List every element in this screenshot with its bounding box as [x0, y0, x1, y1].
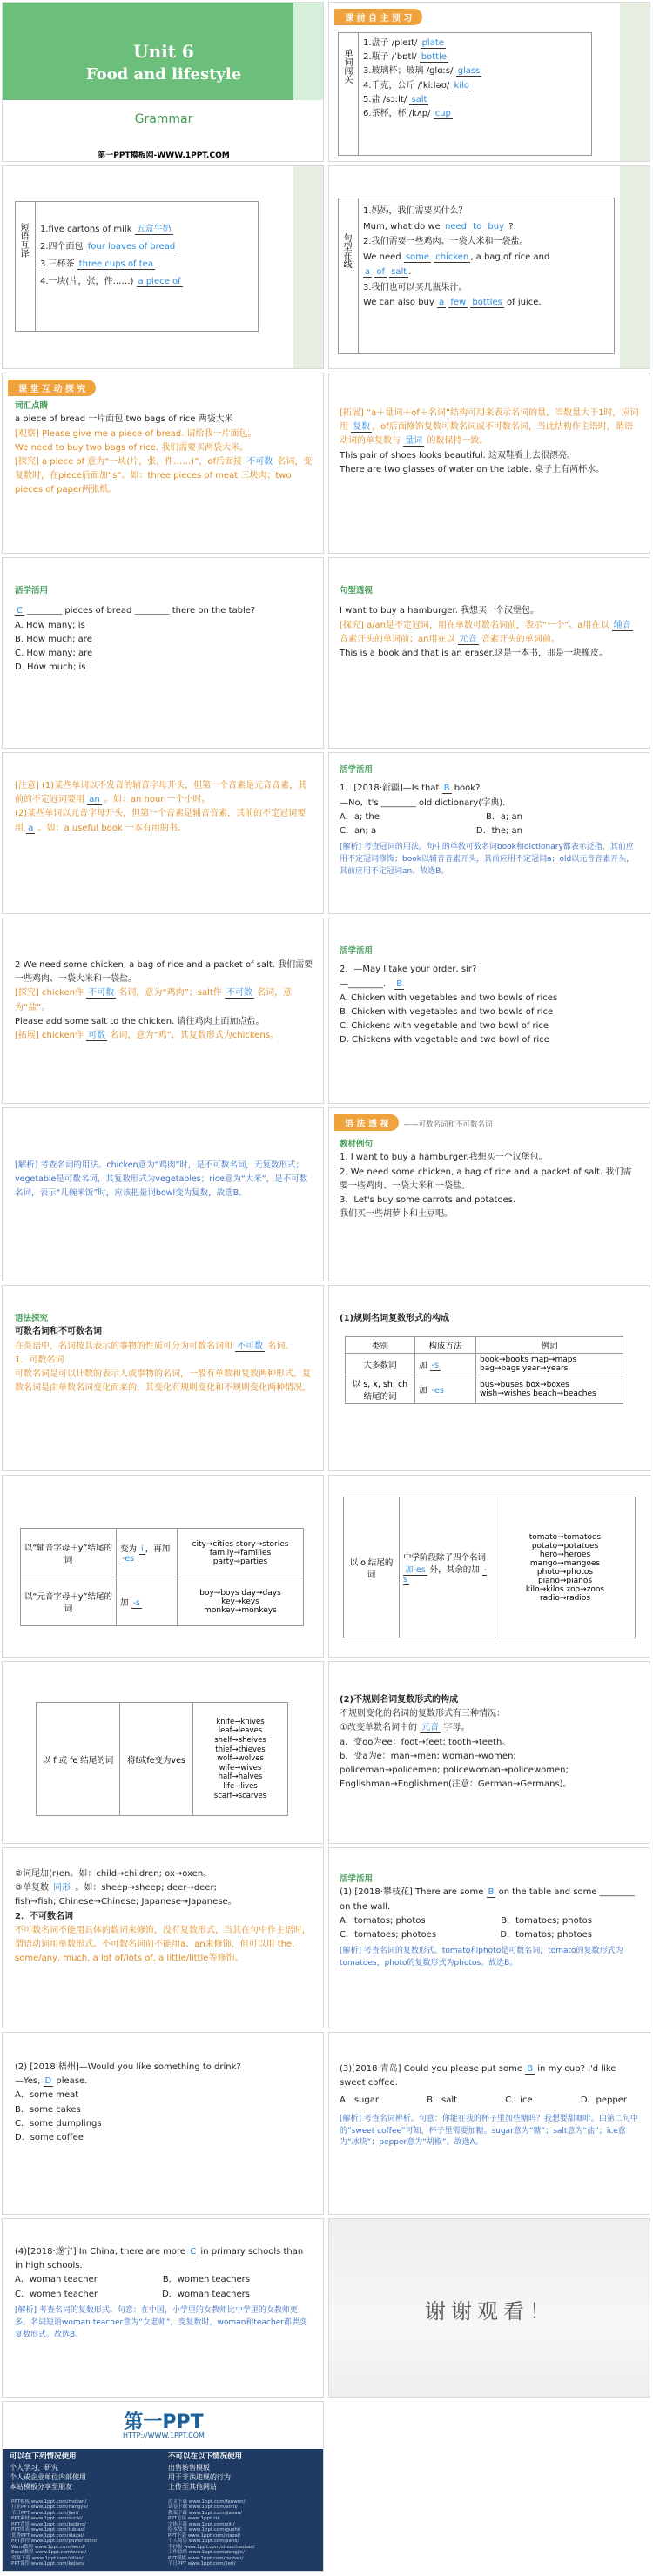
- text: B: [443, 784, 450, 794]
- slide-thanks: [328, 2218, 650, 2398]
- text: [解析] 考查冠词的用法。句中的单数可数名词book和dictionary都表示泛指，其前应用不定冠词修饰；book以辅音音素开头，其前应用不定冠词a；old以元音音素开头，其前应用不定冠词an。故选B。: [340, 843, 635, 876]
- slide-practice-1: [2, 557, 324, 749]
- logo-url: HTTP://WWW.1PPT.COM: [123, 2431, 205, 2439]
- text: D．pepper: [580, 2095, 627, 2106]
- text: 2 We need some chicken, a bag of rice and a packet of salt. 我们需要一些鸡肉、一袋大米和一袋盐。: [15, 960, 313, 985]
- text: ——可数名词和不可数名词: [403, 1120, 493, 1129]
- text: 名词，意为“鸡”，其复数形式为chickens。: [110, 1030, 279, 1040]
- text: (1)规则名词复数形式的构成: [340, 1314, 450, 1323]
- text: ③单复数: [15, 1883, 49, 1893]
- link-item[interactable]: Excel教程 www.1ppt.com/excel/: [11, 2550, 87, 2556]
- slide-practice-3: [328, 918, 650, 1104]
- text: This pair of shoes looks beautiful. 这双鞋看上去很漂亮。: [340, 450, 576, 461]
- text: need: [444, 221, 467, 232]
- slide-plural-o: [328, 1475, 650, 1658]
- text: 本站模板分享至朋友: [10, 2483, 72, 2492]
- text: -s: [431, 1361, 439, 1370]
- text: 可数: [88, 1030, 106, 1040]
- logo: 第一PPT: [124, 2411, 204, 2433]
- side-label: 短语互译: [18, 223, 28, 258]
- text: book?: [454, 784, 481, 794]
- text: D．tomatos; photoes: [500, 1929, 592, 1940]
- slide-explain: [2, 1107, 324, 1281]
- text: B．tomatoes; photos: [501, 1915, 592, 1926]
- link-item[interactable]: PPT论坛 www.1ppt.cn: [168, 2516, 219, 2522]
- text: [拓展] chicken作: [15, 1030, 84, 1040]
- text: 辅音: [613, 620, 631, 630]
- text: D. Chickens with vegetable and two bowl of rice: [340, 1035, 549, 1046]
- slide-uncountable: [2, 1847, 324, 2028]
- text: 出售转售模板: [168, 2463, 210, 2472]
- slide-note: [2, 752, 324, 914]
- text: 2.四个面包: [40, 242, 84, 252]
- text: Please add some salt to the chicken. 请往鸡肉上面加点盐。: [15, 1016, 265, 1026]
- text: i: [141, 1544, 144, 1554]
- text: 语法探究: [15, 1314, 49, 1323]
- link-item[interactable]: 范文下载 www.1ppt.com/fanwen/: [168, 2499, 246, 2505]
- text: 4.千克，公斤 /ˈkiːləʊ/: [363, 80, 450, 91]
- text: I want to buy a hamburger. 我想买一个汉堡包。: [340, 606, 540, 616]
- link-item[interactable]: 优秀PPT www.1ppt.com/xiazai/: [11, 2532, 84, 2539]
- text: 不可数: [88, 988, 115, 999]
- text: 中学阶段除了四个名词: [403, 1553, 487, 1563]
- link-item[interactable]: Word教程 www.1ppt.com/word/: [11, 2544, 85, 2550]
- text: chicken: [435, 252, 469, 262]
- slide-plural-y: 以“辅音字母＋y”结尾的词 变为 i ，再加 -es city→cities story→stories family→families party→parties 以“元音字母＋y”结尾的词 加 -s boy→boys day→days key→keys monkey→monkeys: [2, 1475, 324, 1658]
- slide-practice-6: [328, 2032, 650, 2215]
- text: 音素开头的单词前。: [481, 634, 560, 644]
- text: 类别: [346, 1337, 415, 1354]
- text: 1.妈妈，我们需要买什么？: [363, 206, 468, 216]
- text: [探究] a piece of 意为“一块(片，张，件……)”，of后面接: [15, 456, 243, 467]
- text: 1．可数名词: [15, 1355, 64, 1365]
- text: [拓展] “a＋量词＋of＋名词”结构可用来表示名词的量，当数量大于1时，应词用: [340, 408, 639, 433]
- text: in primary schools than in high schools.: [15, 2247, 304, 2271]
- text: a: [438, 298, 445, 307]
- text: cup: [434, 108, 451, 118]
- text: 加: [419, 1386, 427, 1396]
- link-item[interactable]: PPT素材 www.1ppt.com/sucai/: [11, 2516, 83, 2522]
- text: 可数名词和不可数名词: [15, 1327, 102, 1337]
- slide-sentence-focus: [328, 557, 650, 749]
- text: —________．: [340, 979, 392, 989]
- phrase-item: [40, 221, 183, 239]
- link-item[interactable]: 个人简历 www.1ppt.com/jianli/: [168, 2539, 239, 2545]
- text: 2．—May I take your order, sir?: [340, 965, 477, 975]
- text: three cups of tea: [78, 259, 153, 269]
- vocab-item: [363, 107, 481, 121]
- text: 。如：an hour 一个小时。: [104, 795, 211, 805]
- slide-plural-f: [2, 1661, 324, 1844]
- text: 加-es: [405, 1565, 426, 1575]
- text: 在英语中，名词按其表示的事物的性质可分为可数名词和: [15, 1341, 232, 1351]
- text: -s: [403, 1565, 488, 1584]
- text: B. Chicken with vegetables and two bowls of rice: [340, 1006, 554, 1017]
- link-item[interactable]: PPT图表 www.1ppt.com/tubiao/: [11, 2527, 85, 2533]
- text: 我们买一些胡萝卜和土豆吧。: [340, 1209, 453, 1220]
- text: an: [89, 795, 100, 805]
- text: 名词，意为“鸡肉”；salt作: [118, 988, 222, 999]
- text: 。如：sheep→sheep; deer→deer;: [75, 1883, 217, 1893]
- text: B．women teachers: [162, 2275, 250, 2285]
- text: 例词: [476, 1337, 623, 1354]
- text: [注意] (1)某些单词以不发音的辅音字母开头，但第一个音素是元音音素，其前的不定冠词要用: [15, 781, 307, 805]
- text: 大多数词: [346, 1354, 415, 1375]
- slide-practice-5: [2, 2032, 324, 2215]
- text: 加: [120, 1597, 129, 1608]
- text: city→cities story→stories family→families party→parties: [178, 1529, 304, 1577]
- text: 6.茶杯，杯 /kʌp/: [363, 108, 431, 118]
- text: [探究] chicken作: [15, 988, 84, 999]
- text: 1.five cartons of milk: [40, 225, 132, 234]
- text: 名词，变复数时，在piece后面加“s”。如：three pieces of meat 三块肉；two pieces of paper两张纸。: [15, 456, 313, 495]
- text: (2)不规则名词复数形式的构成: [340, 1695, 459, 1705]
- text: [解析] 考查名词的用法。chicken意为“鸡肉”时，是不可数名词，无复数形式；vegetable是可数名词，其复数形式为vegetables；rice意为“大米”，是不可数名词，表示“几碗米饭”时，应该把量词bowl变为复数，故选B。: [15, 1160, 308, 1199]
- slide-license: [2, 2401, 324, 2572]
- text: A．tomatos; photos: [340, 1915, 426, 1926]
- link-item[interactable]: PPT背景 www.1ppt.com/beijing/: [11, 2521, 86, 2527]
- text: B．some cakes: [15, 2104, 81, 2115]
- slide-vocab-points: [2, 373, 324, 554]
- links-right: [168, 2499, 316, 2567]
- text: ②词尾加(r)en。如：child→children; ox→oxen。: [15, 1869, 212, 1879]
- text: 变为: [120, 1544, 138, 1554]
- text: 再加: [153, 1544, 171, 1554]
- text: This is a book and that is an eraser.这是一本书，那是一块橡皮。: [340, 648, 609, 658]
- text: plate: [421, 38, 444, 48]
- text: (4)[2018·遂宁] In China, there are more: [15, 2247, 186, 2257]
- text: 同形: [53, 1883, 71, 1893]
- link-item[interactable]: PPT教程 www.1ppt.com/powerpoint/: [11, 2539, 98, 2545]
- text: C．ice: [505, 2095, 533, 2106]
- link-item[interactable]: 字体下载 www.1ppt.com/ziti/: [168, 2521, 235, 2527]
- vocab-item: [363, 64, 481, 78]
- text: C: [190, 2247, 197, 2257]
- text: 加: [419, 1361, 427, 1370]
- text: C．an; a: [340, 825, 377, 836]
- text: 上传至其他网站: [168, 2483, 217, 2492]
- link-item[interactable]: 教案下载 www.1ppt.com/jiaoan/: [168, 2510, 242, 2516]
- unit-label: Unit 6: [133, 41, 194, 62]
- slide-countable: [2, 1285, 324, 1471]
- text: B. How much; are: [15, 634, 92, 644]
- text: 字母。: [443, 1723, 470, 1733]
- unit-title: Food and lifestyle: [85, 65, 242, 84]
- text: 活学活用: [340, 946, 374, 956]
- text: ________ pieces of bread ________ there on the table?: [27, 606, 256, 616]
- text: 音素开头的单词前；an用在以: [340, 634, 455, 644]
- text: C．women teacher: [15, 2289, 98, 2299]
- thanks-text: 谢谢观看！: [425, 2299, 555, 2324]
- text: ①改变单数名词中的: [340, 1723, 417, 1733]
- text: 4.一块(片，张，件……): [40, 277, 134, 286]
- text: bottles: [472, 298, 502, 307]
- text: B: [527, 2064, 534, 2074]
- phrase-item: [40, 273, 183, 291]
- text: a piece of: [138, 277, 181, 286]
- text: of juice.: [507, 298, 542, 307]
- text: C. How many; are: [15, 648, 93, 658]
- text: [解析] 考查名词的复数形式。tomato和photo是可数名词，tomato的复数形式为tomatoes，photo的复数形式为photos。故选B。: [340, 1947, 623, 1968]
- text: 可以在下列情况使用: [10, 2452, 77, 2461]
- text: C．some dumplings: [15, 2118, 102, 2129]
- vocab-item: [363, 79, 481, 93]
- text: 2.我们需要一些鸡肉、一袋大米和一袋盐。: [363, 237, 528, 246]
- slide-practice-7: [2, 2218, 324, 2398]
- text: a piece of bread 一片面包 two bags of rice 两袋大米: [15, 414, 233, 425]
- text: 量词: [405, 436, 423, 447]
- link-item[interactable]: PPT模板 www.1ppt.com/moban/: [168, 2555, 244, 2561]
- text: 不可数: [226, 988, 252, 999]
- link-item[interactable]: 节日PPT www.1ppt.com/jieri/: [11, 2510, 79, 2516]
- text: in my cup? I'd like sweet coffee.: [340, 2064, 616, 2088]
- vocab-item: [363, 37, 481, 50]
- text: 3.三杯茶: [40, 259, 75, 269]
- section-tab: 课 前 自 主 预 习: [334, 9, 422, 25]
- text: [解析] 考查名词的复数形式。句意：在中国，小学里的女教师比中学里的女教师更多。名词短语woman teacher意为“女老师”，变复数时，woman和teacher都要变复数形式。故选B。: [15, 2305, 307, 2339]
- text: 3.我们也可以买几瓶果汁。: [363, 282, 468, 293]
- slide-title: [2, 2, 324, 162]
- text: C. Chickens with vegetable and two bowl of rice: [340, 1021, 549, 1032]
- text: -s: [132, 1597, 140, 1608]
- text: A．some meat: [15, 2090, 79, 2101]
- section-title: Grammar: [134, 112, 193, 126]
- text: 以“元音字母＋y”结尾的词: [21, 1577, 117, 1626]
- text: 活学活用: [340, 765, 374, 775]
- slide-chicken: [2, 918, 324, 1104]
- text: B．salt: [427, 2095, 458, 2106]
- text: We can also buy: [363, 298, 434, 307]
- text: 1．[2018·新疆]—Is that: [340, 784, 440, 794]
- text: A．sugar: [340, 2095, 379, 2106]
- text: [探究] a/an是不定冠词，用在单数可数名词前，表示“一个”。a用在以: [340, 620, 609, 630]
- text: 活学活用: [15, 586, 49, 595]
- link-item[interactable]: 节日PPT www.1ppt.com/jieri/: [168, 2561, 236, 2567]
- text: kilo: [454, 80, 469, 91]
- text: 不可数: [246, 456, 273, 467]
- side-label: 句型在线: [341, 233, 351, 268]
- text: D. How much; is: [15, 662, 86, 673]
- text: [解析] 考查名词辨析。句意：你能在我的杯子里加些糖吗？我想要甜咖啡。由第二句中的“sweet coffee”可知，杯子里需要加糖。sugar意为“糖”；salt意为“盐”；ice意为“冰块”；pepper意为“胡椒”。故选A。: [340, 2114, 638, 2148]
- link-item[interactable]: 资料下载 www.1ppt.com/ziliao/: [11, 2555, 84, 2561]
- vocab-box: [338, 32, 592, 156]
- text: 词汇点睛: [15, 401, 49, 411]
- text: (2) [2018·梧州]—Would you like something to drink?: [15, 2062, 241, 2072]
- text: C: [17, 606, 23, 616]
- slide-phrases: [2, 165, 324, 369]
- text: 五盒牛奶: [136, 225, 172, 234]
- text: fish→fish; Chinese→Chinese; Japanese→Japanese。: [15, 1897, 237, 1907]
- text: b．变a为e：man→men; woman→women;: [340, 1751, 516, 1761]
- text: —No, it's ________ old dictionary(字典)．: [340, 797, 512, 808]
- text: on the table and some ________ on the wall.: [340, 1887, 635, 1912]
- text: 2．不可数名词: [15, 1911, 73, 1921]
- text: 个人学习、研究: [10, 2463, 58, 2472]
- text: buy: [488, 221, 505, 232]
- text: 构成方法: [415, 1337, 476, 1354]
- text: 2. We need some chicken, a bag of rice and a packet of salt. 我们需要一些鸡肉、一袋大米和一袋盐。: [340, 1167, 632, 1191]
- text: 1.盘子 /pleɪt/: [363, 38, 418, 48]
- text: tomato→tomatoes potato→potatoes hero→heroes mango→mangoes photo→photos piano→pianos kilo→kilos zoo→zoos radio→radios: [495, 1497, 636, 1638]
- text: 的数保持一致。: [427, 436, 488, 447]
- text: 以 f 或 fe 结尾的词: [37, 1703, 120, 1816]
- section-tab: 课 堂 互 动 探 究: [8, 380, 96, 396]
- text: 个人或企业单位内部使用: [10, 2473, 86, 2482]
- text: (3)[2018·青岛] Could you please put some: [340, 2064, 523, 2074]
- text: knife→knives leaf→leaves shelf→shelves thief→thieves wolf→wolves wife→wives half→halves life→lives scarf→scarves: [193, 1703, 288, 1816]
- text: to: [473, 221, 482, 232]
- text: glass: [457, 66, 481, 77]
- section-tab: 语 法 透 视: [334, 1114, 399, 1131]
- text: 不可数: [237, 1341, 264, 1351]
- vocab-item: [363, 93, 481, 107]
- text: Englishman→Englishmen(注意：German→Germans)。: [340, 1779, 572, 1790]
- text: A．a; the: [340, 811, 380, 822]
- link-item[interactable]: 工作总结 www.1ppt.com/zongjie/: [168, 2550, 245, 2556]
- text: some: [405, 252, 430, 262]
- slide-vocab: [328, 2, 650, 162]
- text: B: [396, 979, 403, 989]
- text: boy→boys day→days key→keys monkey→monkeys: [178, 1577, 304, 1626]
- text: Mum, what do we: [363, 221, 441, 232]
- text: 不规则变化的名词的复数形式有三种情况：: [340, 1709, 505, 1719]
- text: bus→buses box→boxes wish→wishes beach→beaches: [476, 1375, 623, 1404]
- link-item[interactable]: PPT模板 www.1ppt.com/moban/: [11, 2499, 87, 2505]
- link-item[interactable]: 行业PPT www.1ppt.com/hangye/: [11, 2505, 88, 2511]
- text: 复数: [353, 422, 371, 433]
- text: salt: [411, 94, 427, 104]
- plural-table: [345, 1336, 623, 1404]
- text: a: [28, 823, 34, 833]
- text: four loaves of bread: [87, 242, 176, 252]
- text: 将f或fe变为ves: [120, 1703, 193, 1816]
- text: 活学活用: [340, 1874, 374, 1884]
- text: [观察] Please give me a piece of bread. 请给我一片面包。: [15, 428, 257, 439]
- text: few: [450, 298, 467, 307]
- text: 不可以在以下情况使用: [168, 2452, 243, 2461]
- text: D: [44, 2076, 52, 2087]
- text: 名词。: [267, 1341, 294, 1351]
- slide-plural-rules: [328, 1285, 650, 1471]
- text: 5.盐 /sɔːlt/: [363, 94, 407, 104]
- text: 3．Let's buy some carrots and potatoes.: [340, 1194, 516, 1205]
- text: There are two glasses of water on the table. 桌子上有两杯水。: [340, 464, 605, 474]
- text: D．the; an: [475, 825, 522, 836]
- link-item[interactable]: 手抄报 www.1ppt.com/shouchaobao/: [168, 2544, 255, 2550]
- text: 元音: [459, 634, 477, 644]
- slide-practice-4: [328, 1847, 650, 2028]
- text: (1) [2018·攀枝花] There are some: [340, 1887, 484, 1898]
- text: 以“辅音字母＋y”结尾的词: [21, 1529, 117, 1577]
- text: , a bag of rice and: [470, 252, 550, 262]
- text: a: [365, 267, 371, 277]
- text: 不可数名词不能用具体的数词来修饰，没有复数形式，当其在句中作主语时，谓语动词用单数形式。不可数名词前不能用a、an来修饰，但可以用 the, some/any, much, a lot of/lots of, a little/little等修饰。: [15, 1925, 311, 1964]
- text: 句型透视: [340, 586, 374, 595]
- text: (2)某些单词以元音字母开头，但第一个音素是辅音音素，其前的不定冠词要用: [15, 809, 306, 833]
- text: 外，其余的加: [429, 1565, 480, 1575]
- text: D．woman teachers: [162, 2289, 250, 2299]
- text: 1. I want to buy a hamburger.我想买一个汉堡包。: [340, 1153, 548, 1163]
- text: We need to buy two bags of rice. 我们需要买两袋大米。: [15, 442, 249, 453]
- text: book→books map→maps bag→bags year→years: [476, 1354, 623, 1375]
- text: of: [376, 267, 385, 277]
- text: C．tomatoes; photoes: [340, 1929, 437, 1940]
- text: 元音: [421, 1723, 440, 1733]
- vocab-item: [363, 50, 481, 64]
- text: B: [488, 1887, 495, 1898]
- phrase-item: [40, 239, 183, 256]
- text: -es: [431, 1386, 444, 1396]
- links-left: [11, 2499, 159, 2567]
- link-item[interactable]: 绘本故事 www.1ppt.com/gushi/: [168, 2527, 241, 2533]
- slide-sentences: 句型在线 1.妈妈，我们需要买什么？ Mum, what do we need to buy ? 2.我们需要一些鸡肉、一袋大米和一袋盐。 We need some chicken , a bag of rice and a of salt . 3.我们也可以买几瓶果汁。 We can also buy a few bottles of juice.: [328, 165, 650, 369]
- text: bottle: [421, 52, 448, 63]
- text: ，of后面修饰复数可数名词或不可数名词，当此结构作主语时，谓语动词的单复数与: [340, 422, 633, 447]
- text: A. How many; is: [15, 620, 85, 630]
- text: A．woman teacher: [15, 2275, 98, 2285]
- text: 以 s, x, sh, ch 结尾的词: [346, 1375, 415, 1404]
- phrase-item: [40, 256, 183, 273]
- text: 可数名词是可以计数的表示人或事物的名词，一般有单数和复数两种形式。复数名词是由单数名词变化而来的，其变化有规则变化和不规则变化两种情况。: [15, 1369, 311, 1394]
- text: D．some coffee: [15, 2132, 84, 2142]
- text: 用于非法违规的行为: [168, 2473, 231, 2482]
- text: B．a; an: [485, 811, 522, 822]
- slide-expand: [328, 373, 650, 554]
- text: 名词，意为“盐”。: [15, 988, 293, 1012]
- text: —Yes,: [15, 2076, 41, 2087]
- slide-grammar: [328, 1107, 650, 1281]
- slide-irregular: [328, 1661, 650, 1844]
- text: 2.瓶子 /ˈbɒtl/: [363, 52, 417, 63]
- link-item[interactable]: PPT课件 www.1ppt.com/kejian/: [11, 2561, 84, 2567]
- text: policeman→policemen; policewoman→policewomen;: [340, 1765, 569, 1775]
- side-label: 单词闯关: [342, 49, 352, 84]
- slide-practice-2: [328, 752, 650, 914]
- text: 3.玻璃杯；玻璃 /ɡlɑːs/: [363, 66, 454, 77]
- text: a．变oo为ee：foot→feet; tooth→teeth。: [340, 1737, 511, 1747]
- link-item[interactable]: PPT下载 www.1ppt.com/xiazai/: [168, 2532, 241, 2539]
- link-item[interactable]: 试卷下载 www.1ppt.com/shiti/: [168, 2505, 238, 2511]
- text: -es: [122, 1554, 135, 1564]
- text: please.: [56, 2076, 88, 2087]
- text: We need: [363, 252, 401, 262]
- text: 教材例句: [340, 1140, 374, 1149]
- text: salt: [391, 267, 407, 277]
- footer-text: 第一PPT模板网-WWW.1PPT.COM: [98, 151, 230, 160]
- text: A. Chicken with vegetables and two bowls of rices: [340, 992, 558, 1003]
- text: 以 o 结尾的词: [344, 1497, 400, 1638]
- text: 。如：a useful book 一本有用的书。: [37, 823, 186, 833]
